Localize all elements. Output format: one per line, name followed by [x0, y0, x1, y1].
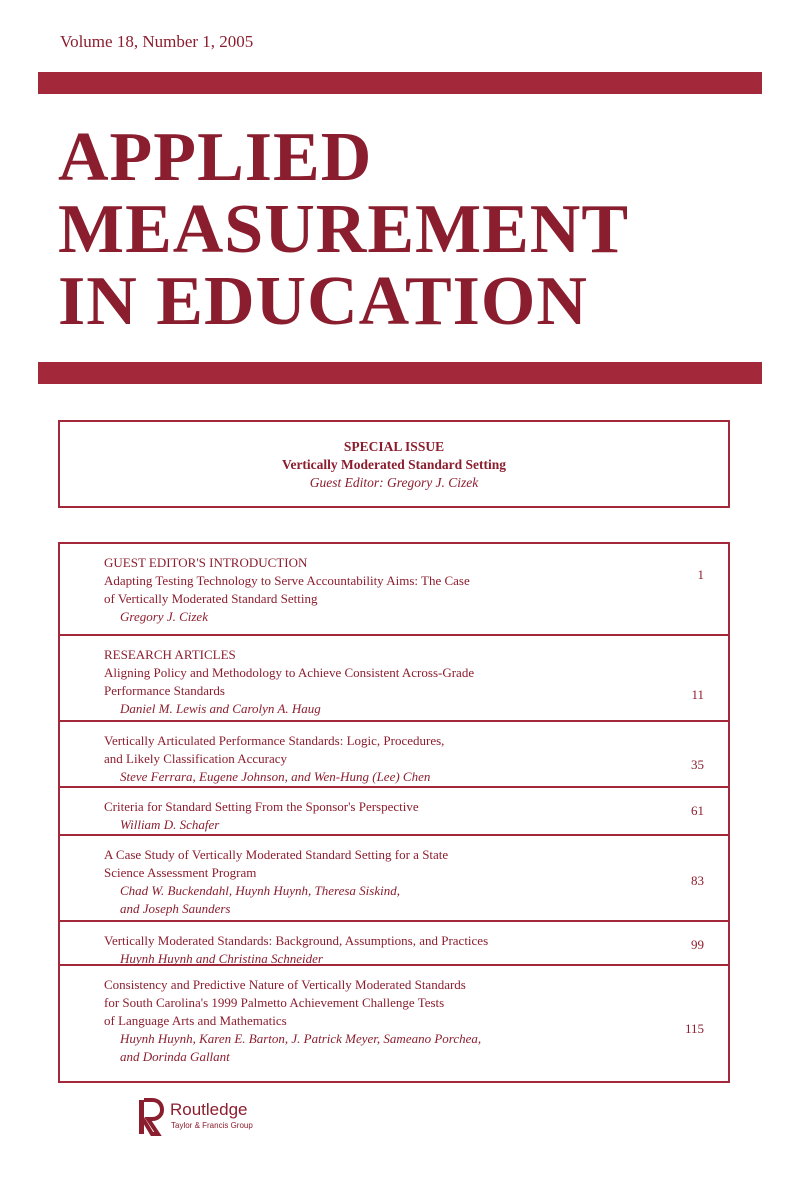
toc-page-number: 35 — [691, 757, 704, 772]
toc-page-number: 61 — [691, 803, 704, 818]
toc-article-title: for South Carolina's 1999 Palmetto Achievement Challenge Tests — [104, 995, 445, 1010]
toc-authors: Daniel M. Lewis and Carolyn A. Haug — [120, 701, 321, 716]
routledge-r-icon — [138, 1098, 164, 1136]
toc-authors: William D. Schafer — [120, 817, 220, 832]
special-issue-label: SPECIAL ISSUE — [343, 439, 445, 454]
journal-title — [58, 119, 630, 340]
toc-page-number: 99 — [691, 937, 704, 952]
toc-article-title: Performance Standards — [104, 683, 225, 698]
special-issue-topic: Vertically Moderated Standard Setting — [281, 457, 507, 472]
toc-section-heading: RESEARCH ARTICLES — [104, 647, 236, 662]
title-line-3: IN EDUCATION — [58, 263, 588, 340]
toc-article-title: Criteria for Standard Setting From the Sponsor's Perspective — [104, 799, 419, 814]
toc-page-number: 115 — [684, 1021, 704, 1036]
toc-authors: Gregory J. Cizek — [120, 609, 208, 624]
toc-page-number: 83 — [691, 873, 704, 888]
toc-authors: Steve Ferrara, Eugene Johnson, and Wen-Hung (Lee) Chen — [120, 769, 431, 784]
toc-article-title: Aligning Policy and Methodology to Achieve Consistent Across-Grade — [104, 665, 475, 680]
title-line-1: APPLIED — [58, 119, 373, 196]
toc-article-title: Consistency and Predictive Nature of Vertically Moderated Standards — [104, 977, 466, 992]
toc-entry — [60, 722, 728, 788]
toc-article-title: of Vertically Moderated Standard Setting — [104, 591, 318, 606]
toc-entry — [60, 544, 728, 636]
bottom-rule — [38, 362, 762, 384]
volume-info: Volume 18, Number 1, 2005 — [60, 32, 254, 51]
toc-entry — [60, 636, 728, 722]
top-rule — [38, 72, 762, 94]
toc-entry — [60, 836, 728, 922]
guest-editor: Guest Editor: Gregory J. Cizek — [309, 475, 479, 490]
toc-entry — [60, 922, 728, 966]
toc-article-title: and Likely Classification Accuracy — [104, 751, 288, 766]
toc-article-title: A Case Study of Vertically Moderated Standard Setting for a State — [104, 847, 449, 862]
toc-entry — [60, 966, 728, 1081]
toc-article-title: Science Assessment Program — [104, 865, 257, 880]
special-issue-box — [58, 420, 730, 508]
toc-authors: Huynh Huynh, Karen E. Barton, J. Patrick Meyer, Sameano Porchea, — [120, 1031, 482, 1046]
toc-article-title: Vertically Moderated Standards: Background, Assumptions, and Practices — [104, 933, 489, 948]
toc-article-title: of Language Arts and Mathematics — [104, 1013, 287, 1028]
toc-article-title: Vertically Articulated Performance Standards: Logic, Procedures, — [104, 733, 445, 748]
toc-authors: Huynh Huynh and Christina Schneider — [120, 951, 323, 966]
toc-authors: and Dorinda Gallant — [120, 1049, 230, 1064]
toc-authors: Chad W. Buckendahl, Huynh Huynh, Theresa Siskind, — [120, 883, 400, 898]
toc-article-title: Adapting Testing Technology to Serve Accountability Aims: The Case — [104, 573, 470, 588]
toc-page-number: 1 — [697, 567, 704, 582]
toc-authors: and Joseph Saunders — [120, 901, 231, 916]
toc-section-heading: GUEST EDITOR'S INTRODUCTION — [104, 555, 308, 570]
publisher-subtitle: Taylor & Francis Group — [171, 1121, 253, 1130]
table-of-contents — [58, 542, 730, 1083]
title-line-2: MEASUREMENT — [58, 191, 630, 268]
toc-page-number: 11 — [691, 687, 704, 702]
publisher-name: Routledge — [170, 1100, 248, 1119]
toc-entry — [60, 788, 728, 836]
